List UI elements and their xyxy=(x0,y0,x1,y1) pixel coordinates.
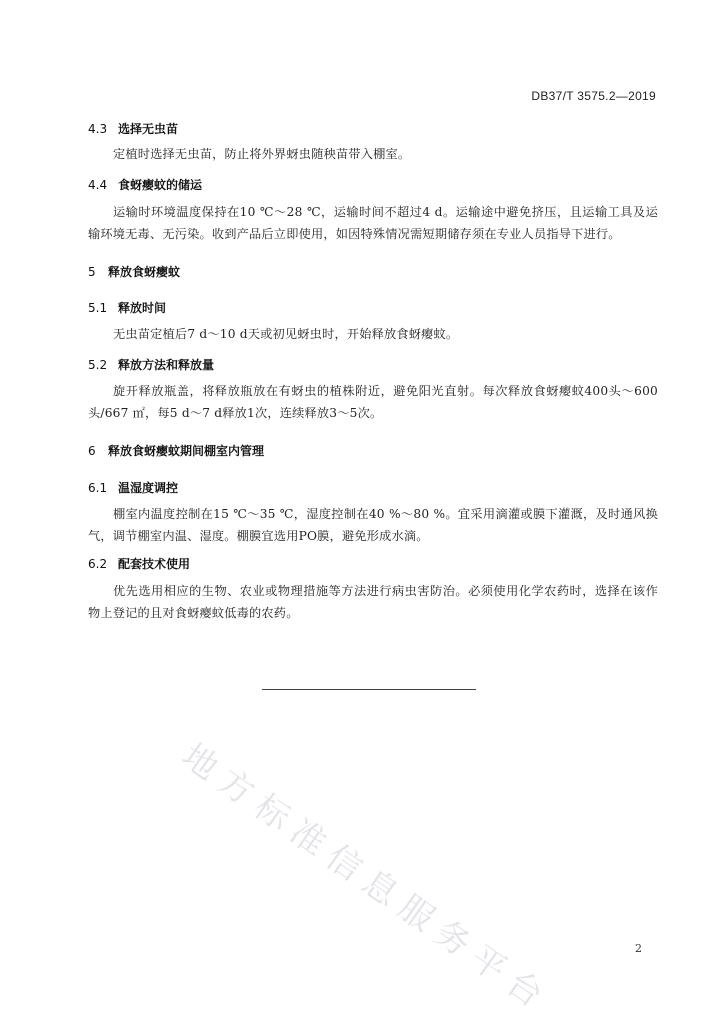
section-6-heading xyxy=(88,442,264,459)
section-number: 4.4 xyxy=(88,178,108,192)
section-title: 温湿度调控 xyxy=(118,481,179,495)
section-number: 6.2 xyxy=(88,557,108,571)
section-number: 5 xyxy=(88,265,96,279)
section-title: 释放食蚜瘿蚊期间棚室内管理 xyxy=(108,444,265,458)
end-rule xyxy=(262,689,476,690)
section-6-1-text: 棚室内温度控制在15 ℃～35 ℃，湿度控制在40 %～80 %。宜采用滴灌或膜下灌溉，及时通风换气，调节棚室内温、湿度。棚膜宜选用PO膜，避免形成水滴。 xyxy=(88,507,658,543)
section-title: 释放食蚜瘿蚊 xyxy=(108,265,181,279)
section-number: 4.3 xyxy=(88,122,108,136)
section-4-4-text: 运输时环境温度保持在10 ℃～28 ℃，运输时间不超过4 d。运输途中避免挤压，且运输工具及运输环境无毒、无污染。收到产品后立即使用，如因特殊情况需短期储存须在专业人员指导下进行。 xyxy=(88,205,658,241)
section-number: 5.2 xyxy=(88,358,108,372)
section-number: 5.1 xyxy=(88,301,108,315)
section-5-heading xyxy=(88,263,180,280)
section-5-2-heading xyxy=(88,356,214,373)
page-number: 2 xyxy=(635,942,642,955)
section-title: 释放时间 xyxy=(118,301,167,315)
section-title: 食蚜瘿蚊的储运 xyxy=(118,178,203,192)
watermark: 地方标准信息服务平台 xyxy=(174,735,558,1022)
section-4-3-heading xyxy=(88,120,178,137)
section-title: 释放方法和释放量 xyxy=(118,358,215,372)
section-4-4-heading xyxy=(88,176,202,193)
section-number: 6.1 xyxy=(88,481,108,495)
section-5-2-text: 旋开释放瓶盖，将释放瓶放在有蚜虫的植株附近，避免阳光直射。每次释放食蚜瘿蚊400头～600头/667 ㎡，每5 d～7 d释放1次，连续释放3～5次。 xyxy=(88,384,658,420)
standard-code: DB37/T 3575.2—2019 xyxy=(531,89,656,103)
section-5-1-heading xyxy=(88,299,166,316)
section-number: 6 xyxy=(88,444,96,458)
section-6-2-text: 优先选用相应的生物、农业或物理措施等方法进行病虫害防治。必须使用化学农药时，选择在该作物上登记的且对食蚜瘿蚊低毒的农药。 xyxy=(88,584,658,620)
section-5-1-text: 无虫苗定植后7 d～10 d天或初见蚜虫时，开始释放食蚜瘿蚊。 xyxy=(113,327,459,341)
section-6-1-heading xyxy=(88,479,178,496)
section-6-2-heading xyxy=(88,555,190,572)
section-title: 选择无虫苗 xyxy=(118,122,179,136)
section-4-3-text: 定植时选择无虫苗，防止将外界蚜虫随秧苗带入棚室。 xyxy=(113,147,411,161)
section-title: 配套技术使用 xyxy=(118,557,191,571)
